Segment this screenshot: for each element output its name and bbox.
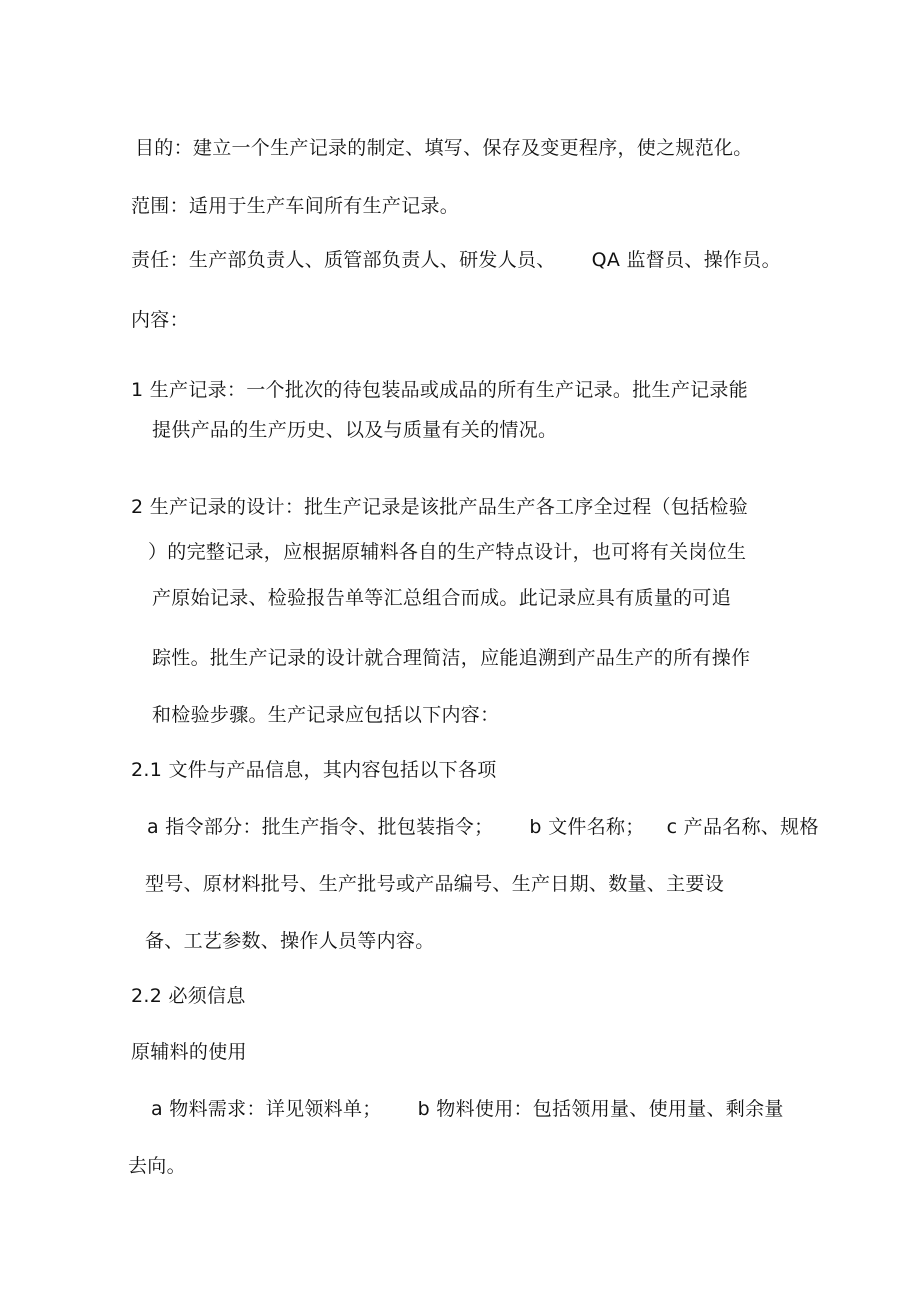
section-2-1-line-3: 备、工艺参数、操作人员等内容。 [145,930,435,952]
section-2-line-2: ）的完整记录，应根据原辅料各自的生产特点设计，也可将有关岗位生 [148,541,747,563]
section-2-line-5: 和检验步骤。生产记录应包括以下内容： [152,704,500,726]
section-2-1-line-2: 型号、原材料批号、生产批号或产品编号、生产日期、数量、主要设 [145,873,725,895]
content-heading: 内容： [131,309,189,331]
materials-heading: 原辅料的使用 [131,1041,247,1063]
section-2-1-line-1 [147,815,819,839]
section-2-line-3: 产原始记录、检验报告单等汇总组合而成。此记录应具有质量的可追 [152,587,732,609]
section-2-2-heading: 2.2 必须信息 [131,985,246,1007]
materials-line-2: 去向。 [128,1155,186,1177]
material-usage: b 物料使用：包括领用量、使用量、剩余量 [417,1098,784,1120]
responsibility-roles: 责任：生产部负责人、质管部负责人、研发人员、 [131,249,556,271]
material-demand: a 物料需求：详见领料单； [151,1098,382,1120]
scope-paragraph: 范围：适用于生产车间所有生产记录。 [131,195,460,217]
materials-line-1 [151,1097,784,1121]
responsibility-qa: QA 监督员、操作员。 [591,249,781,271]
product-name-item: c 产品名称、规格 [666,816,819,838]
section-2-line-1: 2 生产记录的设计：批生产记录是该批产品生产各工序全过程（包括检验 [131,496,749,518]
section-1-line-1: 1 生产记录：一个批次的待包装品或成品的所有生产记录。批生产记录能 [131,379,749,401]
instruction-part: a 指令部分：批生产指令、批包装指令； [147,816,494,838]
section-2-line-4: 踪性。批生产记录的设计就合理简洁，应能追溯到产品生产的所有操作 [152,647,751,669]
responsibility-paragraph [131,248,781,272]
file-name-item: b 文件名称； [529,816,645,838]
section-1-line-2: 提供产品的生产历史、以及与质量有关的情况。 [152,419,558,441]
section-2-1-heading: 2.1 文件与产品信息，其内容包括以下各项 [131,759,497,781]
purpose-paragraph: 目的：建立一个生产记录的制定、填写、保存及变更程序，使之规范化。 [135,137,753,159]
